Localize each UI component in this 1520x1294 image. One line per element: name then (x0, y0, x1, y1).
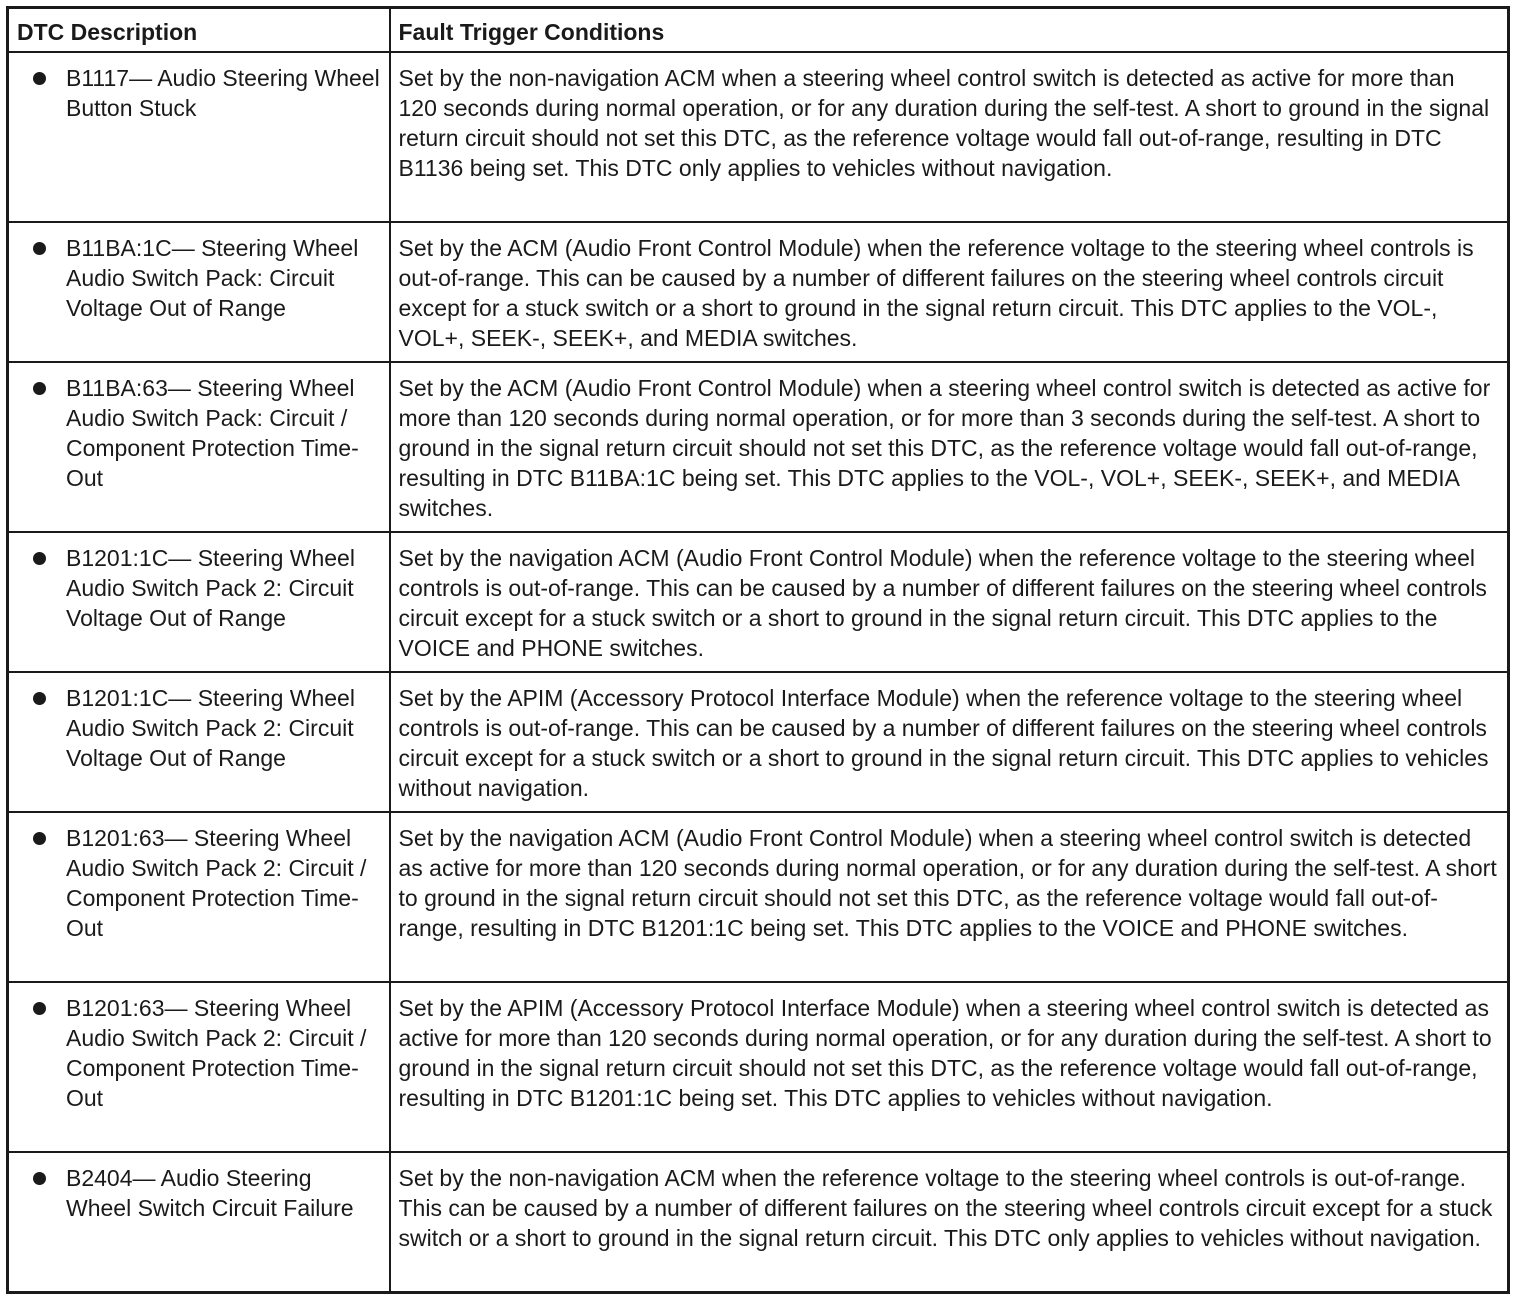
fault-conditions-cell (390, 1152, 1509, 1293)
bullet-icon (33, 1002, 46, 1015)
bullet-icon (33, 72, 46, 85)
dtc-table (6, 6, 1510, 1294)
dtc-description: B1201:63— Steering Wheel Audio Switch Pack 2: Circuit / Component Protection Time-Out (66, 994, 367, 1111)
bullet-icon (33, 382, 46, 395)
fault-conditions-cell (390, 362, 1509, 532)
dtc-description-cell (8, 672, 390, 812)
table-row (8, 362, 1509, 532)
fault-conditions: Set by the navigation ACM (Audio Front Control Module) when the reference voltage to the steering wheel controls is out-of-range. This can be caused by a number of different failures on the steering wheel controls circuit except for a stuck switch or a short to ground in the signal return circuit. This DTC applies to the VOICE and PHONE switches. (398, 544, 1487, 661)
bullet-icon (33, 552, 46, 565)
dtc-description: B1201:63— Steering Wheel Audio Switch Pack 2: Circuit / Component Protection Time-Out (66, 824, 367, 941)
table-row (8, 52, 1509, 222)
header-fault-trigger-conditions: Fault Trigger Conditions (390, 8, 1509, 52)
fault-conditions: Set by the non-navigation ACM when the reference voltage to the steering wheel controls is out-of-range. This can be caused by a number of different failures on the steering wheel controls circuit except for a stuck switch or a short to ground in the signal return circuit. This DTC only applies to vehicles without navigation. (398, 1164, 1493, 1251)
fault-conditions-cell (390, 532, 1509, 672)
header-dtc-description: DTC Description (8, 8, 390, 52)
dtc-description: B1201:1C— Steering Wheel Audio Switch Pack 2: Circuit Voltage Out of Range (66, 544, 355, 631)
dtc-description-cell (8, 982, 390, 1152)
dtc-description-cell (8, 362, 390, 532)
fault-conditions-cell (390, 52, 1509, 222)
dtc-description-cell (8, 52, 390, 222)
dtc-description-cell (8, 222, 390, 362)
fault-conditions: Set by the ACM (Audio Front Control Module) when a steering wheel control switch is detected as active for more than 120 seconds during normal operation, or for more than 3 seconds during the self-test. A short to ground in the signal return circuit should not set this DTC, as the reference voltage would fall out-of-range, resulting in DTC B11BA:1C being set. This DTC applies to the VOL-, VOL+, SEEK-, SEEK+, and MEDIA switches. (398, 374, 1491, 521)
fault-conditions: Set by the APIM (Accessory Protocol Interface Module) when a steering wheel control switch is detected as active for more than 120 seconds during normal operation, or for any duration during the self-test. A short to ground in the signal return circuit should not set this DTC, as the reference voltage would fall out-of-range, resulting in DTC B1201:1C being set. This DTC applies to vehicles without navigation. (398, 994, 1492, 1111)
dtc-description: B1201:1C— Steering Wheel Audio Switch Pack 2: Circuit Voltage Out of Range (66, 684, 355, 771)
table-row (8, 672, 1509, 812)
bullet-icon (33, 1172, 46, 1185)
fault-conditions-cell (390, 672, 1509, 812)
dtc-description-cell (8, 812, 390, 982)
fault-conditions: Set by the APIM (Accessory Protocol Interface Module) when the reference voltage to the steering wheel controls is out-of-range. This can be caused by a number of different failures on the steering wheel controls circuit except for a stuck switch or a short to ground in the signal return circuit. This DTC applies to vehicles without navigation. (398, 684, 1489, 801)
table-row (8, 222, 1509, 362)
fault-conditions-cell (390, 982, 1509, 1152)
table-row (8, 532, 1509, 672)
dtc-description: B2404— Audio Steering Wheel Switch Circuit Failure (66, 1164, 354, 1221)
dtc-description-cell (8, 1152, 390, 1293)
dtc-description: B11BA:63— Steering Wheel Audio Switch Pack: Circuit / Component Protection Time-Out (66, 374, 359, 491)
fault-conditions: Set by the navigation ACM (Audio Front Control Module) when a steering wheel control switch is detected as active for more than 120 seconds during normal operation, or for any duration during the self-test. A short to ground in the signal return circuit should not set this DTC, as the reference voltage would fall out-of-range, resulting in DTC B1201:1C being set. This DTC applies to the VOICE and PHONE switches. (398, 824, 1497, 941)
fault-conditions-cell (390, 812, 1509, 982)
table-row (8, 812, 1509, 982)
bullet-icon (33, 832, 46, 845)
dtc-description: B1117— Audio Steering Wheel Button Stuck (66, 64, 380, 121)
fault-conditions: Set by the ACM (Audio Front Control Module) when the reference voltage to the steering wheel controls is out-of-range. This can be caused by a number of different failures on the steering wheel controls circuit except for a stuck switch or a short to ground in the signal return circuit. This DTC applies to the VOL-, VOL+, SEEK-, SEEK+, and MEDIA switches. (398, 234, 1474, 351)
table-header-row (8, 8, 1509, 52)
dtc-description-cell (8, 532, 390, 672)
dtc-description: B11BA:1C— Steering Wheel Audio Switch Pack: Circuit Voltage Out of Range (66, 234, 359, 321)
table-row (8, 982, 1509, 1152)
fault-conditions: Set by the non-navigation ACM when a steering wheel control switch is detected as active for more than 120 seconds during normal operation, or for any duration during the self-test. A short to ground in the signal return circuit should not set this DTC, as the reference voltage would fall out-of-range, resulting in DTC B1136 being set. This DTC only applies to vehicles without navigation. (398, 64, 1490, 181)
bullet-icon (33, 242, 46, 255)
bullet-icon (33, 692, 46, 705)
table-row (8, 1152, 1509, 1293)
fault-conditions-cell (390, 222, 1509, 362)
